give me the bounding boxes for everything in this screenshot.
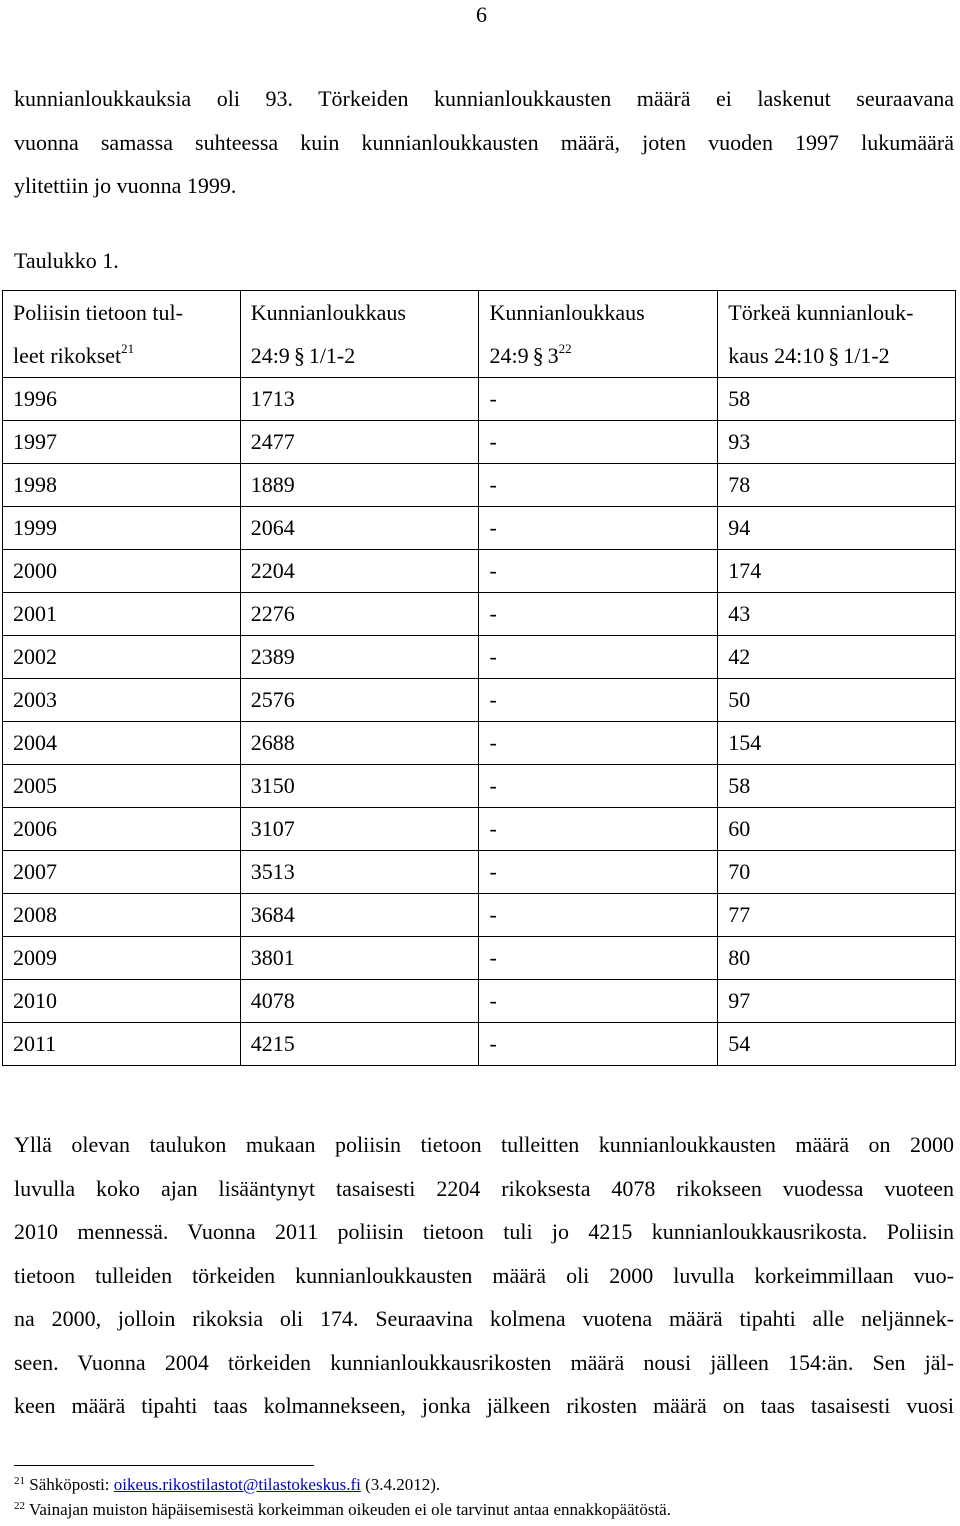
cell-year: 2000 <box>3 550 241 593</box>
table-header-row <box>3 291 956 378</box>
cell-defamation-24-9-1: 3150 <box>240 765 479 808</box>
cell-aggravated-defamation: 54 <box>718 1023 956 1066</box>
cell-year: 2002 <box>3 636 241 679</box>
cell-defamation-24-9-1: 3107 <box>240 808 479 851</box>
cell-defamation-24-9-1: 1713 <box>240 378 479 421</box>
header-text: 1/1-2 <box>308 343 356 368</box>
cell-aggravated-defamation: 78 <box>718 464 956 507</box>
header-text: Kunnianloukkaus <box>489 300 645 325</box>
footnote-text: Vainajan muiston häpäisemisestä korkeimman oikeuden ei ole tarvinut antaa ennakkopäätöstä. <box>28 1500 671 1519</box>
header-defamation-24-9-1 <box>240 291 479 378</box>
email-link[interactable]: oikeus.rikostilastot@tilastokeskus.fi <box>113 1475 361 1494</box>
cell-aggravated-defamation: 154 <box>718 722 956 765</box>
header-text: leet rikokset <box>13 343 122 368</box>
cell-defamation-24-9-3: - <box>479 550 718 593</box>
cell-aggravated-defamation: 97 <box>718 980 956 1023</box>
header-aggravated-defamation <box>718 291 956 378</box>
cell-year: 2010 <box>3 980 241 1023</box>
intro-line: ylitettiin jo vuonna 1999. <box>14 173 237 198</box>
table-row <box>3 679 956 722</box>
cell-defamation-24-9-3: - <box>479 894 718 937</box>
footnote-22 <box>14 1500 671 1520</box>
cell-aggravated-defamation: 174 <box>718 550 956 593</box>
table-row <box>3 980 956 1023</box>
cell-aggravated-defamation: 58 <box>718 765 956 808</box>
header-text: 1/1-2 <box>843 343 890 368</box>
footnote-text: Sähköposti: <box>29 1475 110 1494</box>
cell-defamation-24-9-1: 2576 <box>240 679 479 722</box>
cell-aggravated-defamation: 43 <box>718 593 956 636</box>
footnote-divider <box>14 1465 314 1466</box>
analysis-line: seen. Vuonna 2004 törkeiden kunnianloukkausrikosten määrä nousi jälleen 154:än. Sen jäl- <box>14 1349 954 1375</box>
table-row <box>3 722 956 765</box>
analysis-line: 2010 mennessä. Vuonna 2011 poliisin tietoon tuli jo 4215 kunnianloukkausrikosta. Poliisin <box>14 1219 954 1244</box>
cell-year: 1997 <box>3 421 241 464</box>
intro-line: vuonna samassa suhteessa kuin kunnianloukkausten määrä, joten vuoden 1997 lukumäärä <box>14 129 954 155</box>
cell-year: 2005 <box>3 765 241 808</box>
cell-defamation-24-9-1: 2477 <box>240 421 479 464</box>
header-text: Törkeä kunnianlouk- <box>728 300 914 325</box>
cell-defamation-24-9-3: - <box>479 808 718 851</box>
analysis-paragraph <box>14 1123 954 1428</box>
table-row <box>3 593 956 636</box>
cell-defamation-24-9-3: - <box>479 980 718 1023</box>
cell-defamation-24-9-3: - <box>479 507 718 550</box>
cell-aggravated-defamation: 60 <box>718 808 956 851</box>
section-sign: § <box>532 343 544 368</box>
table-row <box>3 464 956 507</box>
cell-defamation-24-9-1: 2688 <box>240 722 479 765</box>
cell-year: 2001 <box>3 593 241 636</box>
analysis-line: luvulla koko ajan lisääntynyt tasaisesti 2204 rikoksesta 4078 rikokseen vuodessa vuoteen <box>14 1175 954 1201</box>
header-text: 24:9 <box>250 343 290 368</box>
cell-aggravated-defamation: 94 <box>718 507 956 550</box>
table-row <box>3 550 956 593</box>
cell-defamation-24-9-3: - <box>479 765 718 808</box>
header-reported-offences <box>3 291 241 378</box>
table-row <box>3 1023 956 1066</box>
footnote-number: 21 <box>14 1475 25 1487</box>
cell-aggravated-defamation: 80 <box>718 937 956 980</box>
cell-defamation-24-9-1: 2389 <box>240 636 479 679</box>
table-row <box>3 851 956 894</box>
cell-defamation-24-9-3: - <box>479 937 718 980</box>
cell-defamation-24-9-1: 2204 <box>240 550 479 593</box>
cell-year: 2009 <box>3 937 241 980</box>
footnote-ref-22: 22 <box>558 341 572 356</box>
cell-aggravated-defamation: 42 <box>718 636 956 679</box>
table-row <box>3 765 956 808</box>
cell-defamation-24-9-1: 3513 <box>240 851 479 894</box>
cell-aggravated-defamation: 58 <box>718 378 956 421</box>
header-text: Kunnianloukkaus <box>250 300 406 325</box>
cell-defamation-24-9-1: 4078 <box>240 980 479 1023</box>
cell-aggravated-defamation: 77 <box>718 894 956 937</box>
footnote-21 <box>14 1475 440 1495</box>
cell-defamation-24-9-1: 2064 <box>240 507 479 550</box>
cell-defamation-24-9-1: 3801 <box>240 937 479 980</box>
analysis-line: na 2000, jolloin rikoksia oli 174. Seuraavina kolmena vuotena määrä tipahti alle neljännek- <box>14 1306 954 1331</box>
intro-paragraph <box>14 77 954 208</box>
header-text: 24:9 <box>489 343 529 368</box>
section-sign: § <box>293 343 305 368</box>
cell-year: 2003 <box>3 679 241 722</box>
analysis-line: tietoon tulleiden törkeiden kunnianloukkausten määrä oli 2000 luvulla korkeimmillaan vuo- <box>14 1262 954 1288</box>
cell-defamation-24-9-3: - <box>479 593 718 636</box>
header-text: 3 <box>547 343 559 368</box>
header-defamation-24-9-3 <box>479 291 718 378</box>
cell-year: 2011 <box>3 1023 241 1066</box>
cell-year: 2008 <box>3 894 241 937</box>
table-row <box>3 421 956 464</box>
cell-year: 2004 <box>3 722 241 765</box>
cell-aggravated-defamation: 70 <box>718 851 956 894</box>
section-sign: § <box>828 343 840 368</box>
cell-year: 2007 <box>3 851 241 894</box>
cell-defamation-24-9-1: 2276 <box>240 593 479 636</box>
cell-defamation-24-9-3: - <box>479 1023 718 1066</box>
table-row <box>3 894 956 937</box>
cell-year: 1996 <box>3 378 241 421</box>
cell-defamation-24-9-1: 4215 <box>240 1023 479 1066</box>
table-row <box>3 808 956 851</box>
cell-defamation-24-9-1: 3684 <box>240 894 479 937</box>
cell-defamation-24-9-3: - <box>479 722 718 765</box>
header-text: Poliisin tietoon tul- <box>13 300 183 325</box>
table-row <box>3 507 956 550</box>
footnote-text: (3.4.2012). <box>365 1475 441 1494</box>
analysis-line: keen määrä tipahti taas kolmannekseen, jonka jälkeen rikosten määrä on taas tasaisesti vuosi <box>14 1393 954 1418</box>
footnote-ref-21: 21 <box>121 341 135 356</box>
cell-defamation-24-9-3: - <box>479 421 718 464</box>
analysis-line: Yllä olevan taulukon mukaan poliisin tietoon tulleitten kunnianloukkausten määrä on 2000 <box>14 1132 954 1157</box>
cell-defamation-24-9-1: 1889 <box>240 464 479 507</box>
cell-aggravated-defamation: 93 <box>718 421 956 464</box>
table-caption: Taulukko 1. <box>14 248 119 273</box>
cell-year: 1999 <box>3 507 241 550</box>
cell-year: 2006 <box>3 808 241 851</box>
footnote-number: 22 <box>14 1500 25 1512</box>
cell-year: 1998 <box>3 464 241 507</box>
cell-defamation-24-9-3: - <box>479 679 718 722</box>
intro-line: kunnianloukkauksia oli 93. Törkeiden kunnianloukkausten määrä ei laskenut seuraavana <box>14 86 954 111</box>
table-row <box>3 378 956 421</box>
table-row <box>3 636 956 679</box>
cell-defamation-24-9-3: - <box>479 851 718 894</box>
cell-defamation-24-9-3: - <box>479 636 718 679</box>
table-row <box>3 937 956 980</box>
cell-defamation-24-9-3: - <box>479 378 718 421</box>
header-text: kaus 24:10 <box>728 343 825 368</box>
cell-aggravated-defamation: 50 <box>718 679 956 722</box>
statistics-table <box>2 290 956 1066</box>
page-number: 6 <box>476 2 487 27</box>
cell-defamation-24-9-3: - <box>479 464 718 507</box>
